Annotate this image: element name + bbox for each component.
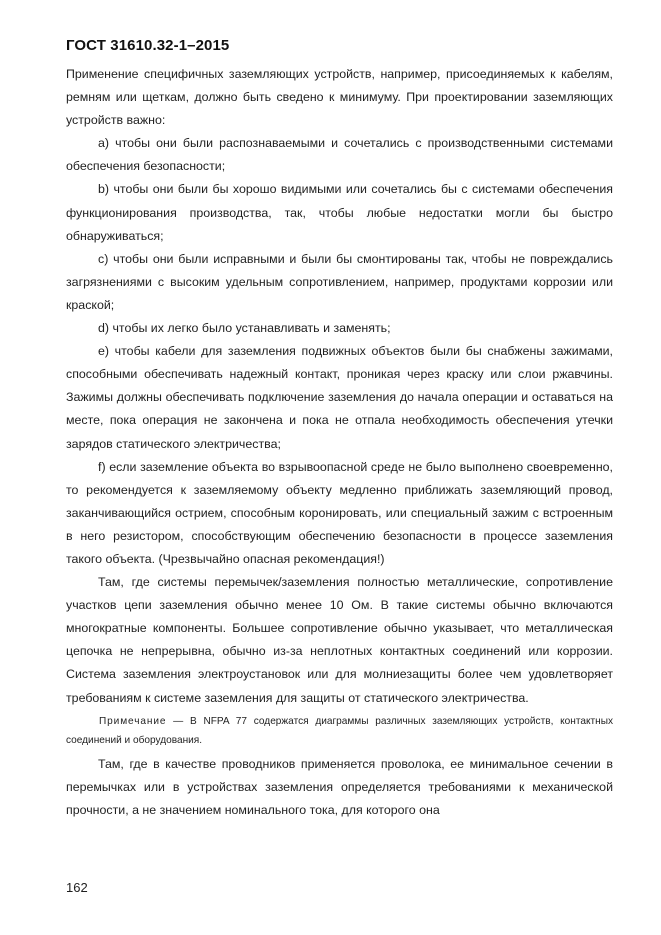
list-item-b: b) чтобы они были бы хорошо видимыми или сочетались бы с системами обеспечения функционирования производства, так, чтобы любые недостатки могли бы быстро обнаруживаться; (66, 182, 613, 243)
page-number: 162 (66, 880, 88, 895)
note-label: Примечание (99, 715, 167, 727)
list-item-f: f) если заземление объекта во взрывоопасной среде не было выполнено своевременно, то рекомендуется к заземляемому объекту медленно приближать заземляющий провод, заканчивающийся острием, способным коронировать, или специальный зажим с встроенным в него резистором, способствующим обеспечению безопасности в процессе заземления такого объекта. (Чрезвычайно опасная рекомендация!) (66, 459, 613, 566)
list-item-c: c) чтобы они были исправными и были бы смонтированы так, чтобы не повреждались загрязнениями с высоким удельным сопротивлением, например, продуктами коррозии или краской; (66, 251, 613, 312)
document-header: ГОСТ 31610.32-1–2015 (66, 37, 230, 54)
paragraph-intro: Применение специфичных заземляющих устройств, например, присоединяемых к кабелям, ремням или щеткам, должно быть сведено к минимуму. При проектировании заземляющих устройств важно: (66, 67, 613, 128)
paragraph-wire-conductors: Там, где в качестве проводников применяется проволока, ее минимальное сечении в перемычках или в устройствах заземления определяется требованиями к механической прочности, а не значением номинального тока, для которого она (66, 756, 613, 817)
note-paragraph (66, 712, 613, 750)
paragraph-metallic-systems: Там, где системы перемычек/заземления полностью металлические, сопротивление участков цепи заземления обычно менее 10 Ом. В такие системы обычно включаются многократные компоненты. Большее сопротивление обычно указывает, что металлическая цепочка не непрерывна, обычно из-за неплотных контактных соединений или коррозии. Система заземления электроустановок или для молниезащиты более чем удовлетворяет требованиям к системе заземления для защиты от статического электричества. (66, 575, 613, 705)
list-item-d: d) чтобы их легко было устанавливать и заменять; (98, 321, 391, 336)
list-item-e: e) чтобы кабели для заземления подвижных объектов были бы снабжены зажимами, способными обеспечивать надежный контакт, проникая через краску или слои ржавчины. Зажимы должны обеспечивать подключение заземления до начала операции и оставаться на месте, пока операция не закончена и пока не отпала необходимость обеспечения утечки зарядов статического электричества; (66, 344, 613, 451)
note-text: — В NFPA 77 содержатся диаграммы различных заземляющих устройств, контактных соединений и оборудования. (66, 715, 613, 746)
list-item-a: a) чтобы они были распознаваемыми и сочетались с производственными системами обеспечения безопасности; (66, 136, 613, 174)
document-body (66, 63, 613, 822)
